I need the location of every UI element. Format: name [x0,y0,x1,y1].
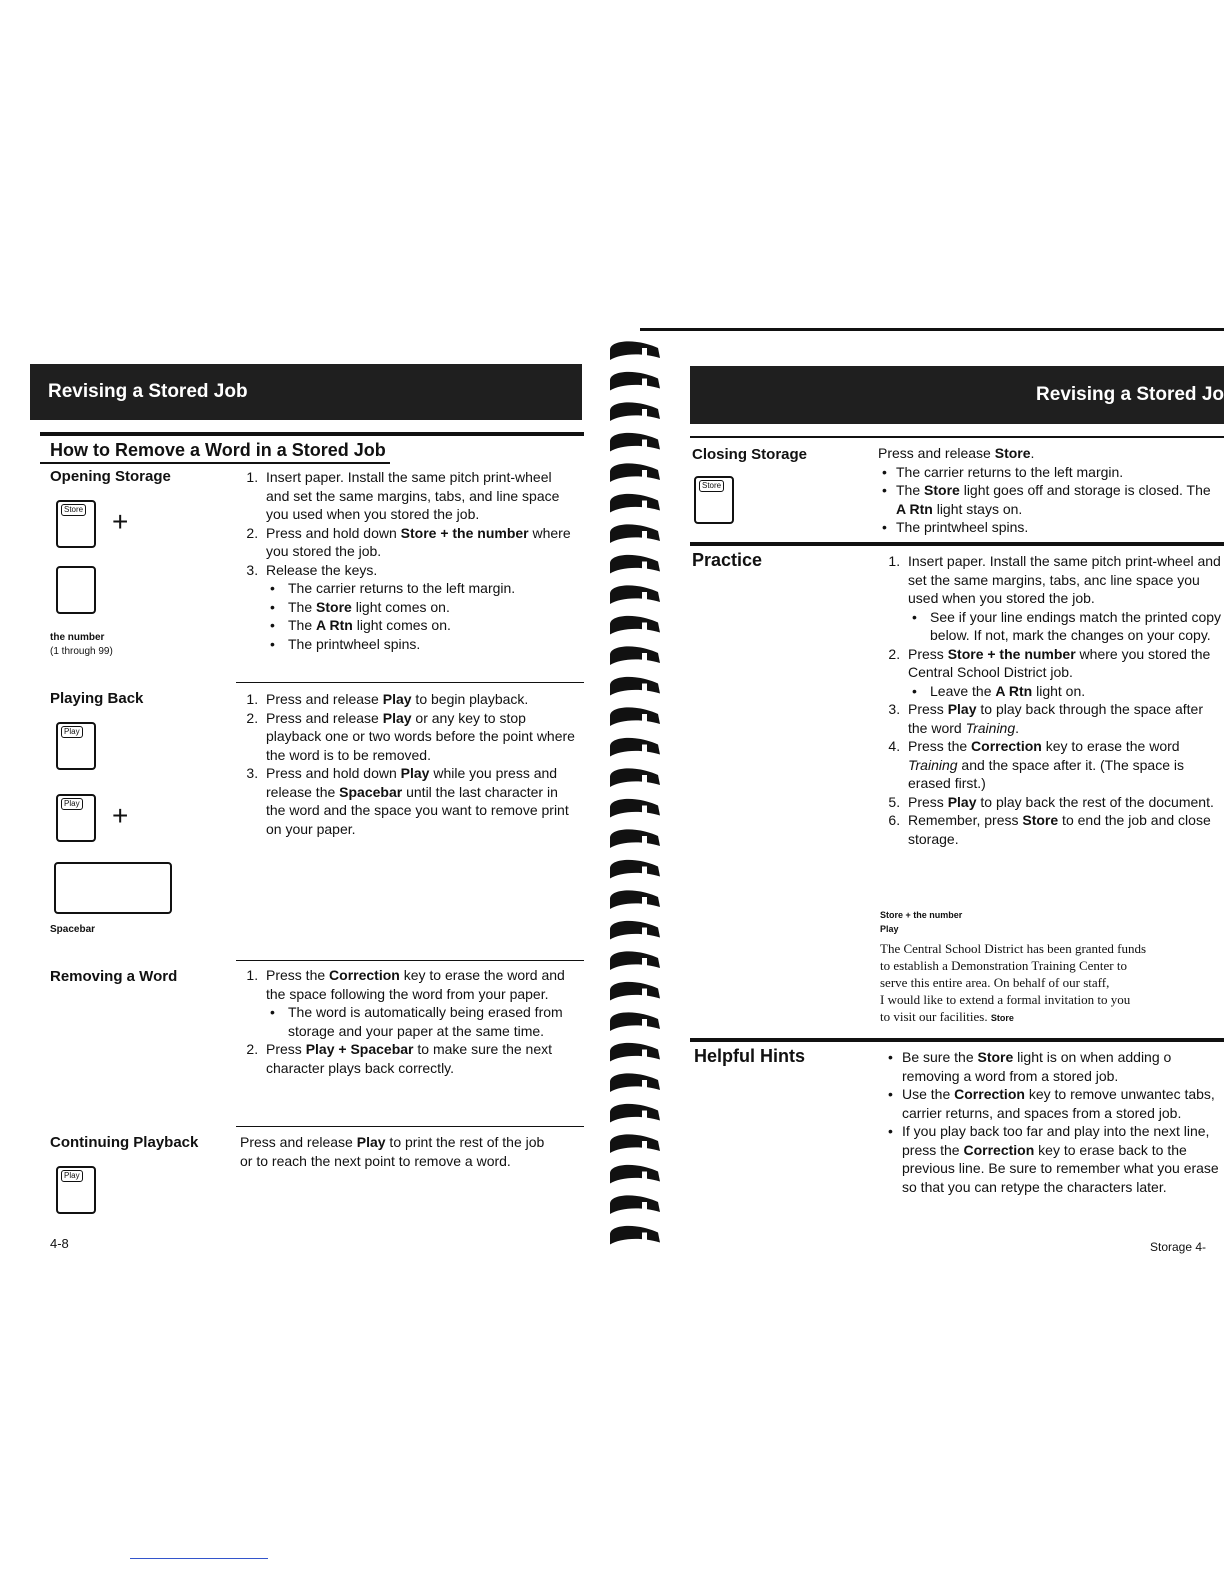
number-key-range: (1 through 99) [50,646,113,657]
spiral-hole [642,958,647,966]
spiral-hole [642,867,647,875]
right-page-footer: Storage 4- [1150,1240,1207,1254]
removing-steps [236,966,576,1077]
removing-word-label: Removing a Word [50,968,178,985]
playing-back-label: Playing Back [50,690,144,707]
sample-line-1: The Central School District has been granted funds [880,941,1147,956]
spiral-hole [642,684,647,692]
spiral-hole [642,440,647,448]
play-key-icon [56,722,96,770]
practice-rule [690,542,1224,546]
spiral-hole [642,562,647,570]
right-section-rule [690,436,1224,438]
spiral-hole [642,470,647,478]
spacebar-key-icon [54,862,172,914]
spiral-hole [642,714,647,722]
closing-text [878,444,1218,537]
opening-step-1: 1. Insert paper. Install the same pitch print-wheel and set the same margins, tabs, and line space you used when you stored the job. [262,468,576,524]
practice-step-6: 6. Remember, press Store to end the job and close storage. [904,811,1224,848]
hint-3: • If you play back too far and play into the next line, press the Correction key to erase back to the previous line. Be sure to remember what you erase so that you can retype the characters later. [902,1122,1220,1196]
practice-step-1: 1. Insert paper. Install the same pitch print-wheel and set the same margins, tabs, anc line space you used when you stored the job. • See if your line endings match the printed copy below. If not, mark the changes on your copy. [904,552,1224,645]
play-key-icon-2 [56,794,96,842]
spiral-coil [610,1226,660,1245]
sample-letter [880,940,1224,1027]
playing-step-2: 2. Press and release Play or any key to stop playback one or two words before the point where the word is to be removed. [262,709,576,765]
spiral-hole [642,928,647,936]
store-key-icon-2 [694,476,734,524]
spiral-hole [642,501,647,509]
spiral-coil [610,890,660,909]
spiral-coil [610,433,660,452]
spiral-coil [610,738,660,757]
spiral-coil [610,1043,660,1062]
hint-2: • Use the Correction key to remove unwantec tabs, carrier returns, and spaces from a stored job. [902,1085,1220,1122]
play-key-icon-3 [56,1166,96,1214]
store-key-label: Store [61,504,86,516]
number-key-icon [56,566,96,614]
practice-step-2: 2. Press Store + the number where you stored the Central School District job. • Leave the A Rtn light on. [904,645,1224,701]
right-page-header [690,366,1224,424]
divider [236,682,584,683]
spiral-hole [642,745,647,753]
spiral-hole [642,409,647,417]
spiral-coil [610,1073,660,1092]
spiral-hole [642,1080,647,1088]
spiral-coil [610,1104,660,1123]
continuing-playback-label: Continuing Playback [50,1134,199,1151]
opening-bullet-4: • The printwheel spins. [284,635,576,654]
closing-intro: Press and release Store. [878,445,1035,461]
left-header-title: Revising a Stored Job [48,381,248,402]
spiral-coil [610,524,660,543]
section-title-underline [40,462,390,464]
spiral-hole [642,775,647,783]
hints-rule [690,1038,1224,1042]
spiral-coil [610,799,660,818]
hints-list [884,1048,1220,1196]
spiral-hole [642,989,647,997]
spiral-coil [610,402,660,421]
spiral-hole [642,1233,647,1241]
closing-bullet-2: • The Store light goes off and storage is closed. The A Rtn light stays on. [896,481,1218,518]
spiral-coil [610,494,660,513]
spiral-hole [642,379,647,387]
playing-steps [236,690,576,838]
opening-step-2: 2. Press and hold down Store + the number where you stored the job. [262,524,576,561]
divider [236,960,584,961]
opening-bullet-3: • The A Rtn light comes on. [284,616,576,635]
opening-steps [236,468,576,653]
spiral-coil [610,616,660,635]
practice-step-3: 3. Press Play to play back through the space after the word Training. [904,700,1224,737]
sample-store-marker: Store [990,1013,1014,1023]
sample-label-play: Play [880,924,899,934]
spiral-coil [610,707,660,726]
spiral-coil [610,829,660,848]
sample-line-3: serve this entire area. On behalf of our staff, [880,975,1110,990]
spiral-hole [642,1050,647,1058]
spiral-binding [596,330,676,1250]
spiral-coil [610,372,660,391]
closing-bullet-3: • The printwheel spins. [896,518,1218,537]
hint-1: • Be sure the Store light is on when adding o removing a word from a stored job. [902,1048,1220,1085]
closing-storage-label: Closing Storage [692,446,808,463]
section-title: How to Remove a Word in a Stored Job [50,440,386,460]
practice-label: Practice [692,550,763,570]
spiral-coil [610,555,660,574]
practice-steps [878,552,1224,848]
plus-sign: + [112,506,129,537]
sample-line-4: I would like to extend a formal invitation to you [880,992,1131,1007]
opening-bullet-1: • The carrier returns to the left margin. [284,579,576,598]
spiral-hole [642,653,647,661]
section-rule [40,432,584,436]
sample-line-2: to establish a Demonstration Training Center to [880,958,1127,973]
practice-step-4: 4. Press the Correction key to erase the word Training and the space after it. (The space is erased first.) [904,737,1224,793]
spiral-coil [610,463,660,482]
spiral-coil [610,1134,660,1153]
spiral-coil [610,646,660,665]
spiral-coil [610,860,660,879]
spiral-hole [642,1019,647,1027]
divider [236,1126,584,1127]
removing-step-2: 2. Press Play + Spacebar to make sure the next character plays back correctly. [262,1040,576,1077]
right-top-rule [640,328,1224,331]
removing-step-1: 1. Press the Correction key to erase the word and the space following the word from your paper. • The word is automatically being erased from storage and your paper at the same time. [262,966,576,1040]
spiral-hole [642,836,647,844]
spiral-coil [610,341,660,360]
spiral-hole [642,348,647,356]
bottom-underline [130,1558,268,1559]
plus-sign-2: + [112,800,129,831]
spiral-hole [642,1202,647,1210]
spiral-coil [610,677,660,696]
continuing-text: Press and release Play to print the rest of the job or to reach the next point to remove a word. [240,1134,545,1169]
opening-bullet-2: • The Store light comes on. [284,598,576,617]
spiral-hole [642,897,647,905]
playing-step-3: 3. Press and hold down Play while you press and release the Spacebar until the last character in the word and the space you want to remove print on your paper. [262,764,576,838]
opening-step-3: 3. Release the keys. • The carrier returns to the left margin. • The Store light comes on. • The A Rtn light comes on. • The printwheel spins. [262,561,576,654]
spiral-hole [642,531,647,539]
left-page-number: 4-8 [50,1236,69,1251]
spiral-hole [642,1172,647,1180]
removing-bullet-1: • The word is automatically being erased from storage and your paper at the same time. [284,1003,576,1040]
practice-step-5: 5. Press Play to play back the rest of the document. [904,793,1224,812]
left-page-header [30,364,582,420]
spiral-coil [610,1165,660,1184]
spiral-coil [610,982,660,1001]
playing-step-1: 1. Press and release Play to begin playback. [262,690,576,709]
play-key-label-2: Play [61,798,83,810]
spiral-hole [642,1111,647,1119]
spiral-hole [642,623,647,631]
helpful-hints-label: Helpful Hints [694,1046,805,1066]
spiral-coil [610,768,660,787]
spiral-coil [610,585,660,604]
number-key-caption: the number [50,632,105,643]
spiral-coil [610,921,660,940]
practice-step-2-bullet: • Leave the A Rtn light on. [926,682,1224,701]
closing-bullet-1: • The carrier returns to the left margin. [896,463,1218,482]
store-key-icon [56,500,96,548]
right-header-title: Revising a Stored Jo [1036,384,1224,405]
practice-step-1-bullet: • See if your line endings match the printed copy below. If not, mark the changes on your copy. [926,608,1224,645]
spiral-hole [642,1141,647,1149]
sample-label-store: Store + the number [880,910,963,920]
play-key-label: Play [61,726,83,738]
spiral-hole [642,592,647,600]
sample-line-5: to visit our facilities. Store [880,1009,1014,1024]
spiral-hole [642,806,647,814]
spacebar-caption: Spacebar [50,924,96,935]
spiral-coil [610,1195,660,1214]
spiral-coil [610,1012,660,1031]
store-key-label-2: Store [699,480,724,492]
spiral-coil [610,951,660,970]
opening-storage-label: Opening Storage [50,468,171,485]
play-key-label-3: Play [61,1170,83,1182]
